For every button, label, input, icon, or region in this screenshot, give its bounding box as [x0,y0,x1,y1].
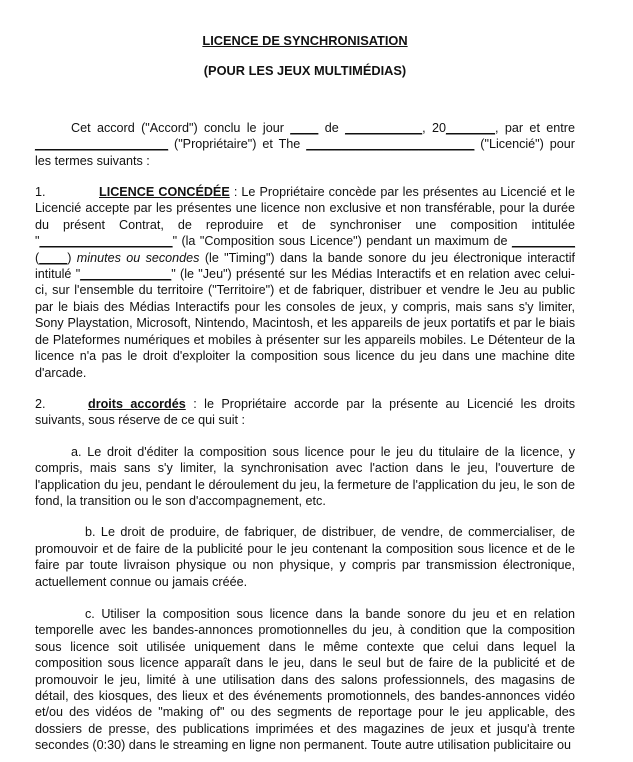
section-2-text: : le Propriétaire accorde par la présente au Licencié les droits suivants, sous réserve de ce qui suit : [35,396,576,428]
document-page [35,33,575,754]
intro-text: ("Propriétaire") et The [168,137,307,152]
section-1-text: : Le Propriétaire concède par les présentes au Licencié et le Licencié accepte par les présentes une licence non exclusive et non transférable, pour la durée du présent Contrat, de reproduire et de synchroniser une composition intitulée " [35,185,575,249]
section-1-text: " (la "Composition sous Licence") pendant un maximum de [172,234,512,249]
intro-text: , par et entre [495,120,576,135]
intro-text: , 20 [422,120,446,135]
section-1-text: (le "Timing") dans la bande sonore du jeu électronique interactif intitulé " [35,250,575,282]
document-title: LICENCE DE SYNCHRONISATION [202,33,408,48]
intro-text: de [318,120,346,135]
section-1-text: ) [67,250,77,265]
day-blank: ____ [290,120,319,135]
year-blank: _______ [445,120,496,135]
timing-blank: _________ [511,234,575,249]
section-1-text: ( [35,250,40,265]
item-b-paragraph: b. Le droit de produire, de fabriquer, de distribuer, de vendre, de commercialiser, de promouvoir et de faire de la publicité pour le jeu contenant la composition sous licence et de le faire par toute livraison physique ou non physique, y compris par transmission électronique, actuellement connue ou jamais créée. [35,525,575,589]
section-2-heading: droits accordés [88,396,186,411]
item-a-paragraph: a. Le droit d'éditer la composition sous licence pour le jeu du titulaire de la licence, y compris, mais sans s'y limiter, la synchronisation avec l'action dans le jeu, l'ouverture de l'application du jeu, pendant le déroulement du jeu, la fermeture de l'application du jeu, le son de fond, la transition ou le son d'accompagnement, etc. [35,444,575,508]
item-c-paragraph: c. Utiliser la composition sous licence dans la bande sonore du jeu et en relation temporelle avec les bandes-annonces promotionnelles du jeu, à condition que la composition sous licence soit utilisée uniquement dans le même contexte que celui dans lequel la composition sous licence apparaît dans le jeu, dans le seul but de faire de la publicité et de promouvoir le jeu, limité à une utilisation dans des salons professionnels, des magasins de détail, des kiosques, des lieux et des événements promotionnels, des bandes-annonces vidéo et/ou des vidéos de "making of" ou des segments de reportage pour le jeu applicable, des dossiers de presse, des publications imprimées et des magazines de jeux et jusqu'à trente secondes (0:30) dans le streaming en ligne non permanent. Toute autre utilisation publicitaire ou [35,606,575,753]
section-2-number: 2. [35,396,46,411]
document-subtitle: (POUR LES JEUX MULTIMÉDIAS) [203,63,407,79]
intro-text: Cet accord ("Accord") conclu le jour [71,120,291,135]
owner-blank: ___________________ [35,137,169,152]
section-1-heading: LICENCE CONCÉDÉE [99,185,230,200]
timing-unit-text: minutes ou secondes [76,250,200,265]
game-title-blank: _____________ [80,267,172,282]
timing-number-blank: ____ [39,250,68,265]
section-1-text: " (le "Jeu") présenté sur les Médias Interactifs et en relation avec celui-ci, sur l'ensemble du territoire ("Territoire") et de fabriquer, distribuer et vendre le Jeu au public par le biais des Médias Interactifs pour les consoles de jeux, y compris, mais sans s'y limiter, Sony Playstation, Microsoft, Nintendo, Macintosh, et les appareils de jeux portatifs et par le biais de Plateformes numériques et mobiles à présenter sur les appareils mobiles. Le Détenteur de la licence n'a pas le droit d'exploiter la composition sous licence du jeu dans une machine dite d'arcade. [35,267,575,380]
intro-paragraph [35,120,575,169]
section-1-number: 1. [35,185,46,200]
section-1-paragraph [35,184,575,381]
month-blank: ___________ [345,120,423,135]
intro-text: ("Licencié") pour les termes suivants : [35,137,575,168]
licensee-blank: ________________________ [306,137,475,152]
composition-blank: ___________________ [39,234,173,249]
section-2-paragraph [35,396,575,429]
